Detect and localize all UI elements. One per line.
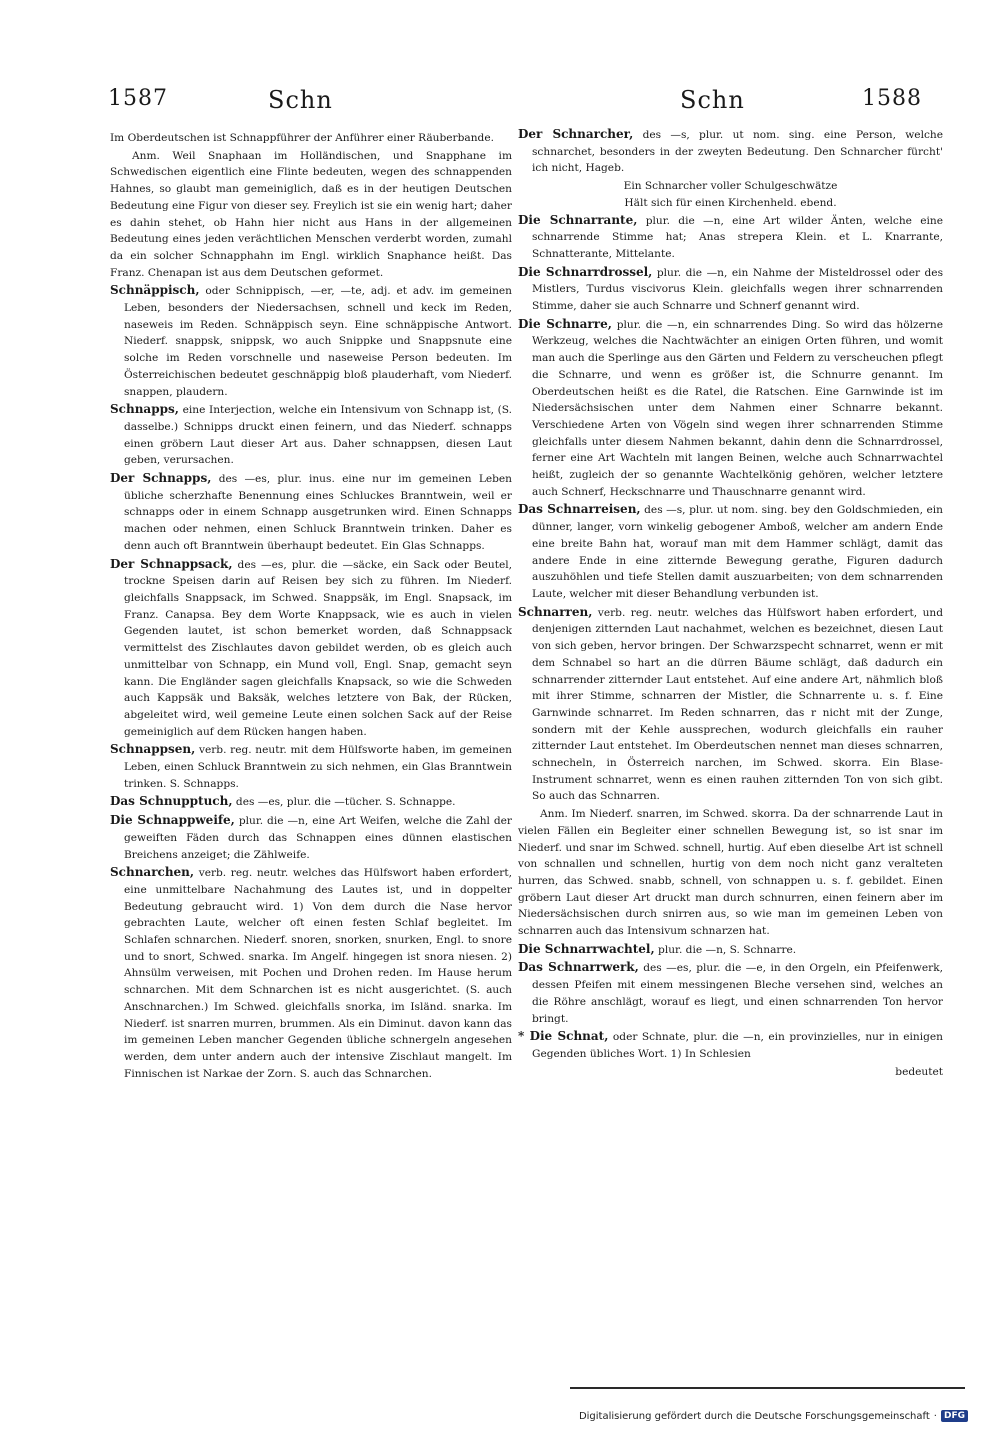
entry-text: des —es, plur. die —säcke, ein Sack oder Beutel, trockne Speisen darin auf Reisen bey sich zu führen. Im Niederf. gleichfalls Snappsack, im Schwed. Snappsäk, im Engl. Snapsack, im Franz. Canapsa. Bey dem Worte Knappsack, wie es auch in vielen Gegenden lautet, ist schon bemerket worden, daß Schnappsack vermittelst des Zischlautes davon gebildet werden, ob es gleich auch unmittelbar von Schnapp, ein Mund voll, Engl. Snap, gemacht seyn kann. Die Engländer sagen gleichfalls Knapsack, so wie die Schweden auch Kappsäk und Baksäk, welches letztere von Bak, der Rücken, abgeleitet wird, weil gemeine Leute einen solchen Sack auf der Reise gemeiniglich auf dem Rücken hangen haben.	[124, 558, 512, 738]
left-page-number: 1587	[108, 86, 168, 111]
entry-text: des —es, plur. die —e, in den Orgeln, ein Pfeifenwerk, dessen Pfeifen mit einem messingenen Bleche versehen sind, welches an die Röhre anschlägt, worauf es liegt, und einen schnarrenden Ton hervor bringt.	[532, 962, 943, 1025]
dictionary-entry	[518, 501, 943, 602]
dictionary-entry	[110, 812, 512, 863]
dictionary-entry	[518, 316, 943, 501]
dictionary-entry	[518, 212, 943, 263]
dictionary-entry	[110, 741, 512, 792]
entry-text: verb. reg. neutr. welches das Hülfswort haben erfordert, eine unmittelbare Nachahmung des Lautes ist, und in doppelter Bedeutung gebraucht wird. 1) Von dem durch die Nase hervor gebrachten Laute, welcher oft einen festen Schlaf begleitet. Im Schlafen schnarchen. Niederf. snoren, snorken, snurken, Engl. to snore und to snort, Schwed. snarka. Im Angelf. hingegen ist snora niesen. 2) Ahnsülm verweisen, mit Pochen und Drohen reden. Im Hause herum schnarchen. Mit dem Schnarchen ist es nicht ausgerichtet. (S. auch Anschnarchen.) Im Schwed. gleichfalls snorka, im Isländ. snarka. Im Niederf. ist snarren murren, brummen. Als ein Diminut. davon kann das im gemeinen Leben mancher Gegenden übliche schnergeln angesehen werden, dem unter andern auch der intensive Zischlaut mangelt. Im Finnischen ist Narkae der Zorn. S. auch das Schnarchen.	[124, 867, 512, 1080]
dictionary-entry	[110, 470, 512, 555]
footer-separator: ·	[933, 1410, 937, 1422]
headword: Das Schnarreisen,	[518, 502, 641, 517]
entry-text: eine Interjection, welche ein Intensivum von Schnapp ist, (S. dasselbe.) Schnipps druckt einen feinern, und das Niederf. schnapps einen gröbern Laut dieser Art aus. Daher schnappsen, diesen Laut geben, verursachen.	[124, 404, 512, 467]
right-column	[518, 126, 943, 1226]
headword: Die Schnarrante,	[518, 212, 638, 227]
right-catchword: Schn	[680, 86, 745, 114]
headword: Die Schnarre,	[518, 316, 612, 331]
headword: Schnapps,	[110, 402, 179, 417]
headword: Der Schnapps,	[110, 471, 212, 486]
dictionary-entry	[110, 282, 512, 400]
entry-text: plur. die —n, ein Nahme der Misteldrossel oder des Mistlers, Turdus viscivorus Klein. gleichfalls wegen ihrer schnarrenden Stimme, daher sie auch Schnarre und Schnerf genannt wird.	[532, 266, 943, 313]
headword: Die Schnarrdrossel,	[518, 264, 653, 279]
dfg-logo-icon: DFG	[941, 1410, 968, 1422]
headword: Das Schnupptuch,	[110, 794, 233, 809]
dictionary-entry	[110, 864, 512, 1082]
entry-text: plur. die —n, S. Schnarre.	[658, 943, 797, 956]
headword: Schnarchen,	[110, 865, 195, 880]
dictionary-entry	[110, 401, 512, 469]
entry-text: des —s, plur. ut nom. sing. eine Person, welche schnarchet, besonders in der zweyten Bedeutung. Den Schnarcher fürcht' ich nicht, Hageb.	[532, 129, 943, 175]
verse-line: Ein Schnarcher voller Schulgeschwätze	[623, 180, 838, 193]
headword: Der Schnarcher,	[518, 127, 634, 141]
headword: Der Schnappsack,	[110, 556, 233, 571]
dictionary-entry	[518, 959, 943, 1027]
annotation-paragraph: Anm. Weil Snaphaan im Holländischen, und Snapphane im Schwedischen eigentlich eine Flinte bedeuten, wegen des schnappenden Hahnes, so glaubt man gemeiniglich, daß es in der heutigen Deutschen Bedeutung eine Figur von dieser sey. Freylich ist sie ein wenig hart; daher es dahin stehet, ob Hahn hier nicht aus Hans in der allgemeinen Bedeutung eines jeden verächtlichen Menschen verderbt worden, zumahl da ein solcher Schnapphahn im Engl. wirklich Snaphance heißt. Das Franz. Chenapan ist aus dem Deutschen geformet.	[110, 149, 512, 279]
footer	[579, 1410, 968, 1422]
catchword: bedeutet	[895, 1065, 943, 1078]
bottom-rule	[570, 1387, 965, 1389]
entry-text: des —es, plur. die —tücher. S. Schnappe.	[235, 796, 456, 809]
left-column	[110, 130, 512, 1210]
left-catchword: Schn	[268, 86, 333, 114]
entry-text: oder Schnate, plur. die —n, ein provinzielles, nur in einigen Gegenden übliches Wort. 1) In Schlesien	[532, 1031, 943, 1060]
headword: Schnarren,	[518, 604, 593, 619]
entry-text: oder Schnippisch, —er, —te, adj. et adv. im gemeinen Leben, besonders der Niedersachsen, schnell und keck im Reden, naseweis im Reden. Schnäppisch seyn. Eine schnäppische Antwort. Niederf. snappsk, snippsk, wo auch Snippke und Snappsnute eine solche im Reden vorschnelle und naseweise Person bedeuten. Im Österreichischen bedeutet geschnäppig bloß plauderhaft, vom Niederf. snappen, plaudern.	[124, 285, 512, 398]
headword: * Die Schnat,	[518, 1029, 609, 1044]
dictionary-entry	[518, 264, 943, 315]
headword: Schnäppisch,	[110, 283, 200, 298]
annotation-paragraph: Anm. Im Niederf. snarren, im Schwed. skorra. Da der schnarrende Laut in vielen Fällen ein Begleiter einer schnellen Bewegung ist, so ist snar im Niederf. und snar im Schwed. schnell, hurtig. Auf eben dieselbe Art ist schnell von schnallen und schnellen, hurtig von dem noch nicht ganz veralteten hurren, das Schwed. snabb, schnell, von schnappen u. s. f. gebildet. Einen gröbern Laut dieser Art druckt man durch schnurren, einen feinern aber im Niedersächsischen durch snirren aus, so wie man im gemeinen Leben von schnarren auch das Intensivum schnarzen hat.	[518, 808, 943, 938]
footer-text: Digitalisierung gefördert durch die Deutsche Forschungsgemeinschaft	[578, 1410, 930, 1422]
verse-line: Hält sich für einen Kirchenheld. ebend.	[624, 196, 837, 209]
entry-text: plur. die —n, eine Art Weifen, welche die Zahl der geweiften Fäden durch das Schnappen eines dünnen elastischen Breichens anzeiget; die Zählweife.	[124, 815, 512, 861]
dictionary-entry	[518, 1028, 943, 1062]
dictionary-entry	[110, 793, 512, 811]
entry-text: plur. die —n, eine Art wilder Änten, welche eine schnarrende Stimme hat; Anas strepera Klein. et L. Knarrante, Schnatterante, Mittelante.	[532, 214, 943, 260]
entry-text: des —es, plur. inus. eine nur im gemeinen Leben übliche scherzhafte Benennung eines Schluckes Branntwein, weil er schnapps oder in einem Schnapp ausgetrunken wird. Einen Schnapps machen oder nehmen, einen Schluck Branntwein trinken. Daher es denn auch oft Branntwein überhaupt bedeutet. Ein Glas Schnapps.	[124, 473, 512, 552]
dictionary-entry	[518, 941, 943, 959]
entry-text: des —s, plur. ut nom. sing. bey den Goldschmieden, ein dünner, langer, vorn winkelig gebogener Amboß, welcher am andern Ende eine breite Bahn hat, worauf man mit dem Hammer schlägt, damit das andere Ende in eine zitternde Bewegung gerathe, Figuren dadurch auszuhöhlen und tiefe Stellen damit auszuarbeiten; von dem schnarrenden Laute, welcher mit dieser Behandlung verbunden ist.	[532, 504, 943, 600]
dictionary-entry	[518, 604, 943, 805]
headword: Das Schnarrwerk,	[518, 960, 639, 975]
headword: Die Schnarrwachtel,	[518, 941, 655, 956]
entry-text: verb. reg. neutr. welches das Hülfswort haben erfordert, und denjenigen zitternden Laut nachahmet, welchen es bezeichnet, diesen Laut von sich geben, hervor bringen. Der Schwarzspecht schnarret, wenn er mit dem Schnabel so hart an die dürren Bäume schlägt, daß dadurch ein schnarrender zitternder Laut entstehet. Auf eine andere Art, nähmlich bloß mit ihrer Stimme, schnarren der Mistler, die Schnarrente u. s. f. Eine Garnwinde schnarret. Im Reden schnarren, das r nicht mit der Zunge, sondern mit der Kehle aussprechen, wodurch gleichfalls ein rauher zitternder Laut entstehet. Im Oberdeutschen nennet man dieses schnarren, schnecheln, in Österreich narchen, im Schwed. skorra. Ein Blase-Instrument schnarret, wenn es einen rauhen zitternden Ton von sich gibt. So auch das Schnarren.	[532, 606, 943, 803]
headword: Die Schnappweife,	[110, 813, 235, 828]
entry-text: verb. reg. neutr. mit dem Hülfsworte haben, im gemeinen Leben, einen Schluck Branntwein zu sich nehmen, ein Glas Branntwein trinken. S. Schnapps.	[124, 744, 512, 790]
paragraph: Im Oberdeutschen ist Schnappführer der Anführer einer Räuberbande.	[110, 132, 494, 144]
headword: Schnappsen,	[110, 742, 196, 757]
right-page-number: 1588	[862, 86, 922, 111]
dictionary-entry	[518, 126, 943, 177]
dictionary-entry	[110, 556, 512, 741]
entry-text: plur. die —n, ein schnarrendes Ding. So wird das hölzerne Werkzeug, welches die Nachtwächter an einigen Orten führen, und womit man auch die Sperlinge aus den Gärten und Feldern zu verscheuchen pflegt die Schnarre, und wenn es größer ist, die Schnurre genannt. Im Oberdeutschen heißt es die Ratel, die Ratschen. Eine Garnwinde ist im Niedersächsischen unter dem Nahmen einer Schnarre bekannt. Verschiedene Arten von Vögeln sind wegen ihrer schnarrenden Stimme gleichfalls unter diesem Nahmen bekannt, dahin denn die Schnarrdrossel, ferner eine Art Wachteln mit langen Beinen, welche auch Schnarrwachtel heißt, zugleich der so genannte Wachtelkönig gehören, welcher letztere auch Schnerf, Heckschnarre und Thauschnarre genannt wird.	[532, 318, 943, 498]
